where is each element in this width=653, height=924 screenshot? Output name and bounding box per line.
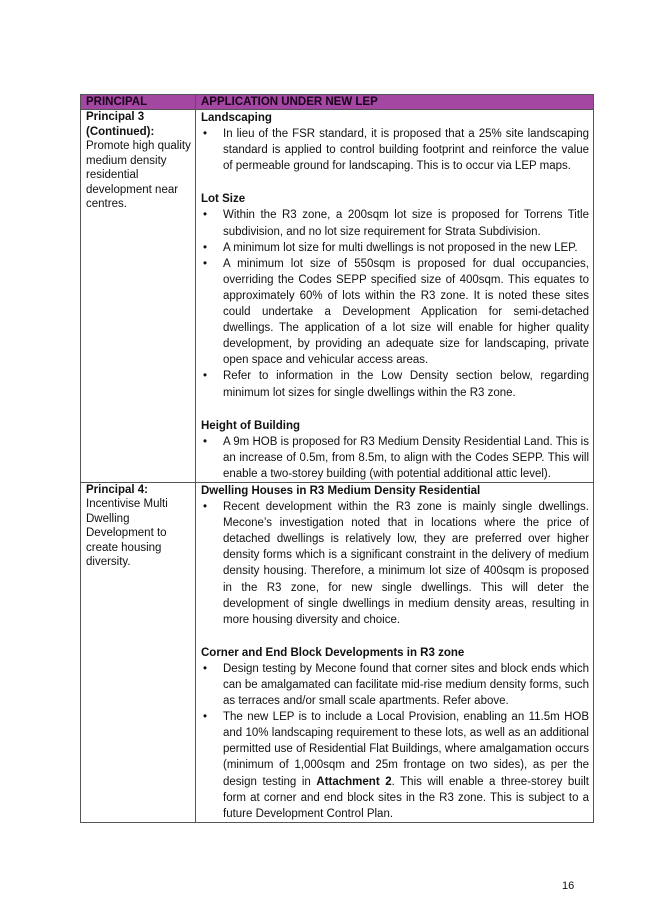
list-item: • Refer to information in the Low Density section below, regarding minimum lot sizes for single dwellings within the R3 zone. — [201, 368, 589, 400]
lep-principles-table — [80, 94, 594, 823]
section-heading-dwelling-houses: Dwelling Houses in R3 Medium Density Residential — [201, 484, 481, 497]
bullet-list — [201, 661, 589, 822]
list-text: The new LEP is to include a Local Provision, enabling an 11.5m HOB and 10% landscaping requirement to these lots, as well as an additional permitted use of Residential Flat Buildings, where amalgamation occurs (minimum of 1,000sqm and 25m frontage on two sides), as per the design testing in — [223, 711, 589, 788]
principal-title: Principal 3 — [86, 111, 145, 123]
principal-cell — [81, 110, 196, 483]
principal-description: Promote high quality medium density residential development near centres. — [86, 140, 191, 210]
header-application: APPLICATION UNDER NEW LEP — [196, 95, 594, 110]
section-heading-landscaping: Landscaping — [201, 112, 272, 124]
header-principal: PRINCIPAL — [81, 95, 196, 110]
principal-description: Incentivise Multi Dwelling Development to create housing diversity. — [86, 498, 168, 569]
list-item: • Within the R3 zone, a 200sqm lot size is proposed for Torrens Title subdivision, and no lot size requirement for Strata Subdivision. — [201, 207, 589, 239]
list-text: . This will enable a three-storey built form at corner and end block sites in the R3 zone. This is subject to a future Development Control Plan. — [223, 775, 589, 820]
list-item: • In lieu of the FSR standard, it is proposed that a 25% site landscaping standard is applied to control building footprint and reinforce the value of permeable ground for landscaping. This is to occur via LEP maps. — [201, 126, 589, 174]
attachment-reference: Attachment 2 — [316, 775, 392, 788]
list-item: • A 9m HOB is proposed for R3 Medium Density Residential Land. This is an increase of 0.5m, from 8.5m, to align with the Codes SEPP. This will enable a two-storey building (with potential additional attic level). — [201, 434, 589, 482]
list-item-attachment — [201, 709, 589, 822]
table-row-principal-3 — [81, 110, 594, 483]
list-item: • A minimum lot size for multi dwellings is not proposed in the new LEP. — [201, 240, 589, 256]
list-item: • A minimum lot size of 550sqm is proposed for dual occupancies, overriding the Codes SEPP specified size of 400sqm. This equates to approximately 60% of lots within the R3 zone. It is noted these sites could undertake a Development Application for semi-detached dwellings. The application of a lot size will enable for higher quality development, by providing an adequate size for landscaping, private open space and vehicular access areas. — [201, 256, 589, 369]
section-heading-lot-size: Lot Size — [201, 193, 246, 206]
page-number: 16 — [562, 880, 575, 892]
section-heading-corner-blocks: Corner and End Block Developments in R3 zone — [201, 646, 465, 659]
table-header-row — [81, 95, 594, 110]
section-heading-height: Height of Building — [201, 419, 301, 432]
table-row-principal-4 — [81, 482, 594, 822]
list-item: • Design testing by Mecone found that corner sites and block ends which can be amalgamated can facilitate mid-rise medium density forms, such as terraces and/or small scale apartments. Refer above. — [201, 661, 589, 709]
bullet-list — [201, 434, 589, 482]
principal-cell — [81, 482, 196, 822]
list-item: • Recent development within the R3 zone is mainly single dwellings. Mecone’s investigation noted that in locations where the price of detached dwellings is relatively low, they are preferred over higher density forms which is a significant constraint in the delivery of medium density housing. Therefore, a minimum lot size of 400sqm is proposed in the R3 zone, for new single dwellings. This will deter the development of single dwellings in medium density areas, resulting in more housing diversity and choice. — [201, 499, 589, 628]
application-cell — [196, 482, 594, 822]
bullet-list — [201, 126, 589, 174]
bullet-list — [201, 207, 589, 400]
principal-title-cont: (Continued): — [86, 125, 155, 138]
principal-title: Principal 4: — [86, 483, 148, 496]
application-cell — [196, 110, 594, 483]
bullet-list — [201, 499, 589, 628]
